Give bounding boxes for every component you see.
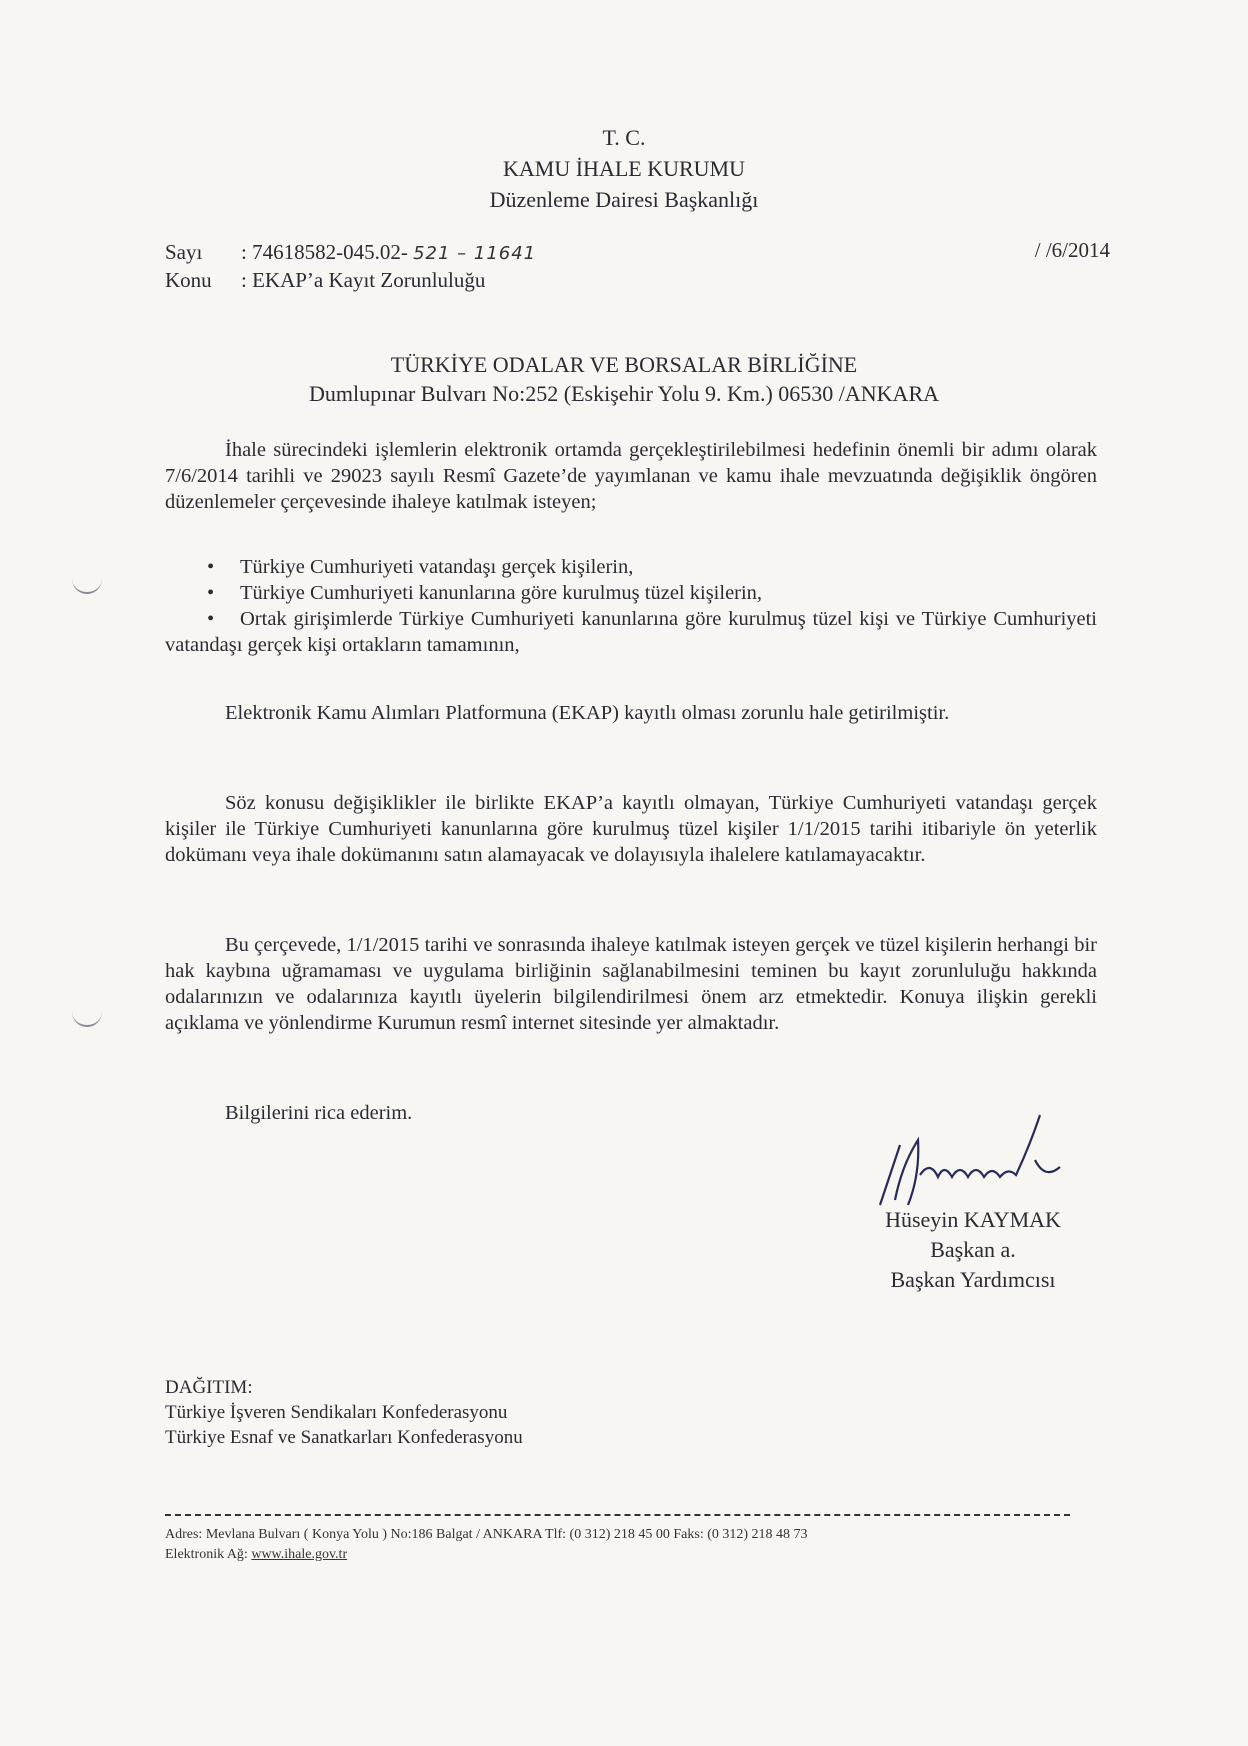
punch-hole-mark bbox=[72, 1005, 102, 1027]
handwritten-signature-icon bbox=[840, 1105, 1140, 1215]
subject-line bbox=[165, 266, 485, 294]
sayi-handwritten: 521 – 11641 bbox=[413, 243, 537, 264]
reference-number bbox=[165, 238, 536, 268]
closing-line: Bilgilerini rica ederim. bbox=[225, 1102, 413, 1124]
distribution-label: DAĞITIM: bbox=[165, 1377, 253, 1398]
list-item: • Türkiye Cumhuriyeti kanunlarına göre kurulmuş tüzel kişilerin, bbox=[165, 580, 1097, 606]
request-paragraph: Bu çerçevede, 1/1/2015 tarihi ve sonrasında ihaleye katılmak isteyen gerçek ve tüzel kişilerin herhangi bir hak kaybına uğramaması ve uygulama birliğinin sağlanabilmesini teminen bu kayıt zorunluluğu hakkında odalarınızın ve odalarınıza kayıtlı üyelerin bilgilendirilmesi önem arz etmektedir. Konuya ilişkin gerekli açıklama ve yönlendirme Kurumun resmî internet sitesinde yer almaktadır. bbox=[165, 934, 1097, 1034]
signer-role: Başkan Yardımcısı bbox=[890, 1267, 1056, 1292]
footer bbox=[165, 1525, 808, 1565]
konu-value: : EKAP’a Kayıt Zorunluluğu bbox=[241, 268, 486, 292]
letterhead bbox=[0, 122, 1248, 215]
signer-title: Başkan a. bbox=[930, 1237, 1016, 1262]
recipient-block bbox=[0, 350, 1248, 408]
footer-network bbox=[165, 1545, 808, 1565]
list-item: • Ortak girişimlerde Türkiye Cumhuriyeti kanunlarına göre kurulmuş tüzel kişi ve Türkiye Cumhuriyeti vatandaşı gerçek kişi ortakların tamamının, bbox=[165, 606, 1097, 658]
eligibility-list bbox=[165, 554, 1097, 658]
sayi-value: : 74618582-045.02- bbox=[241, 240, 408, 264]
punch-hole-mark bbox=[72, 572, 102, 594]
consequence-paragraph: Söz konusu değişiklikler ile birlikte EKAP’a kayıtlı olmayan, Türkiye Cumhuriyeti vatandaşı gerçek kişiler ile Türkiye Cumhuriyeti kanunlarına göre kurulmuş tüzel kişiler 1/1/2015 tarihi itibariyle ön yeterlik dokümanı veya ihale dokümanını satın alamayacak ve dolayısıyla ihalelere katılamayacaktır. bbox=[165, 792, 1097, 866]
letter-date: / /6/2014 bbox=[1034, 238, 1110, 262]
department-name: Düzenleme Dairesi Başkanlığı bbox=[489, 187, 759, 212]
state-abbr: T. C. bbox=[602, 125, 646, 150]
distribution-item: Türkiye Esnaf ve Sanatkarları Konfederasyonu bbox=[165, 1427, 523, 1448]
list-item: • Türkiye Cumhuriyeti vatandaşı gerçek kişilerin, bbox=[165, 554, 1097, 580]
konu-label: Konu bbox=[165, 268, 212, 292]
distribution-block bbox=[165, 1375, 523, 1450]
sayi-label: Sayı bbox=[165, 240, 203, 264]
signer-name: Hüseyin KAYMAK bbox=[885, 1207, 1061, 1232]
footer-address: Adres: Mevlana Bulvarı ( Konya Yolu ) No:186 Balgat / ANKARA Tlf: (0 312) 218 45 00 Faks: (0 312) 218 48 73 bbox=[165, 1527, 808, 1542]
institution-name: KAMU İHALE KURUMU bbox=[503, 156, 745, 181]
obligation-paragraph: Elektronik Kamu Alımları Platformuna (EKAP) kayıtlı olması zorunlu hale getirilmiştir. bbox=[225, 702, 950, 724]
recipient-address: Dumlupınar Bulvarı No:252 (Eskişehir Yolu 9. Km.) 06530 /ANKARA bbox=[308, 381, 940, 406]
network-label: Elektronik Ağ: bbox=[165, 1547, 248, 1562]
website-link[interactable]: www.ihale.gov.tr bbox=[251, 1547, 348, 1562]
recipient-name: TÜRKİYE ODALAR VE BORSALAR BİRLİĞİNE bbox=[390, 352, 858, 377]
intro-paragraph: İhale sürecindeki işlemlerin elektronik ortamda gerçekleştirilebilmesi hedefinin önemli bir adımı olarak 7/6/2014 tarihli ve 29023 sayılı Resmî Gazete’de yayımlanan ve kamu ihale mevzuatında değişiklik öngören düzenlemeler çerçevesinde ihaleye katılmak isteyen; bbox=[165, 439, 1097, 513]
distribution-item: Türkiye İşveren Sendikaları Konfederasyonu bbox=[165, 1402, 508, 1423]
signer-block bbox=[868, 1205, 1078, 1295]
footer-divider bbox=[165, 1514, 1070, 1516]
